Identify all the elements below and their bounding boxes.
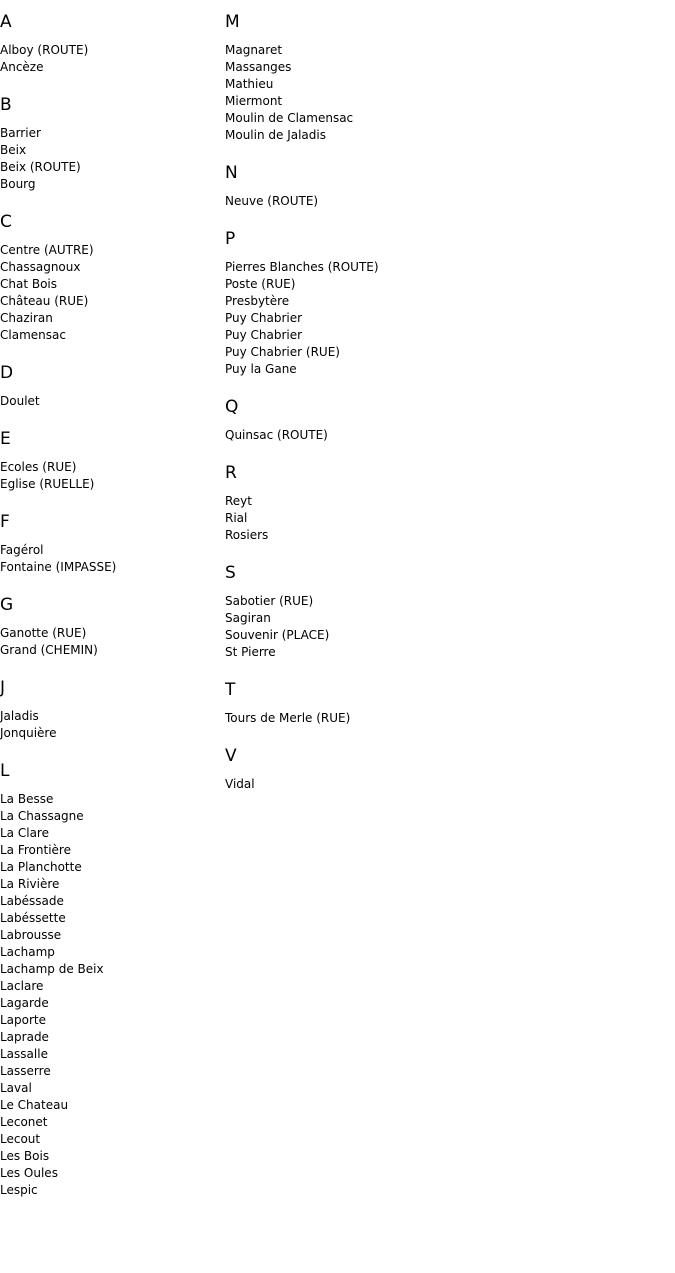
street-link[interactable]: La Rivière (0, 877, 60, 891)
list-item (225, 42, 665, 59)
street-link[interactable]: Puy la Gane (225, 362, 297, 376)
street-link[interactable]: Presbytère (225, 294, 290, 308)
street-link[interactable]: Puy Chabrier (225, 311, 303, 325)
street-list (0, 125, 225, 193)
list-item (0, 978, 225, 995)
street-link[interactable]: Moulin de Jaladis (225, 128, 326, 142)
list-item (0, 1114, 225, 1131)
street-link[interactable]: Quinsac (ROUTE) (225, 428, 328, 442)
list-item (0, 1080, 225, 1097)
list-item (225, 610, 665, 627)
letter-heading: N (225, 163, 238, 183)
list-item (0, 459, 225, 476)
letter-group-a (0, 12, 225, 76)
street-index-column-right (225, 0, 665, 812)
letter-heading: L (0, 761, 10, 781)
list-item (0, 893, 225, 910)
letter-heading: P (225, 229, 236, 249)
letter-group-l (0, 761, 225, 1199)
street-link[interactable]: Lespic (0, 1183, 38, 1197)
list-item (225, 493, 665, 510)
street-link[interactable]: Bourg (0, 177, 36, 191)
street-link[interactable]: Les Bois (0, 1149, 50, 1163)
street-link[interactable]: Souvenir (PLACE) (225, 628, 330, 642)
letter-group-c (0, 212, 225, 344)
street-link[interactable]: Magnaret (225, 43, 283, 57)
street-link[interactable]: Lassalle (0, 1047, 48, 1061)
list-item (0, 59, 225, 76)
street-list (225, 193, 665, 210)
list-item (0, 1097, 225, 1114)
letter-group-p (225, 229, 665, 378)
list-item (225, 627, 665, 644)
list-item (0, 310, 225, 327)
street-link[interactable]: Pierres Blanches (ROUTE) (225, 260, 379, 274)
street-link[interactable]: Chaziran (0, 311, 53, 325)
street-list (0, 708, 225, 742)
street-link[interactable]: Barrier (0, 126, 41, 140)
street-link[interactable]: Lecout (0, 1132, 41, 1146)
street-link[interactable]: Jonquière (0, 726, 57, 740)
letter-heading: B (0, 95, 12, 115)
street-link[interactable]: Fontaine (IMPASSE) (0, 560, 117, 574)
letter-heading: G (0, 595, 14, 615)
street-link[interactable]: Tours de Merle (RUE) (225, 711, 351, 725)
street-link[interactable]: Lachamp de Beix (0, 962, 104, 976)
letter-group-m (225, 12, 665, 144)
list-item (0, 791, 225, 808)
street-link[interactable]: La Frontière (0, 843, 71, 857)
list-item (0, 910, 225, 927)
list-item (0, 1046, 225, 1063)
list-item (0, 293, 225, 310)
street-link[interactable]: Centre (AUTRE) (0, 243, 94, 257)
street-link[interactable]: Moulin de Clamensac (225, 111, 354, 125)
letter-group-d (0, 363, 225, 410)
list-item (0, 927, 225, 944)
letter-group-n (225, 163, 665, 210)
letter-group-g (0, 595, 225, 659)
street-link[interactable]: Reyt (225, 494, 252, 508)
street-link[interactable]: Grand (CHEMIN) (0, 643, 98, 657)
letter-heading: Q (225, 397, 239, 417)
list-item (0, 995, 225, 1012)
list-item (225, 344, 665, 361)
street-list (0, 42, 225, 76)
list-item (0, 859, 225, 876)
letter-group-t (225, 680, 665, 727)
list-item (225, 310, 665, 327)
street-link[interactable]: Mathieu (225, 77, 274, 91)
letter-heading: E (0, 429, 11, 449)
list-item (0, 159, 225, 176)
list-item (0, 876, 225, 893)
letter-heading: A (0, 12, 12, 32)
letter-group-v (225, 746, 665, 793)
street-link[interactable]: Lasserre (0, 1064, 51, 1078)
list-item (225, 93, 665, 110)
street-link[interactable]: Rial (225, 511, 248, 525)
list-item (0, 559, 225, 576)
street-list (0, 542, 225, 576)
letter-heading: T (225, 680, 236, 700)
letter-group-j (0, 678, 225, 742)
street-list (0, 393, 225, 410)
street-link[interactable]: Beix (ROUTE) (0, 160, 81, 174)
list-item (225, 527, 665, 544)
list-item (0, 259, 225, 276)
street-link[interactable]: Les Oules (0, 1166, 58, 1180)
list-item (0, 961, 225, 978)
list-item (0, 725, 225, 742)
street-link[interactable]: Miermont (225, 94, 283, 108)
list-item (225, 293, 665, 310)
street-link[interactable]: Sabotier (RUE) (225, 594, 314, 608)
street-link[interactable]: Labéssade (0, 894, 64, 908)
letter-heading: C (0, 212, 12, 232)
street-link[interactable]: Massanges (225, 60, 292, 74)
street-list (225, 710, 665, 727)
street-link[interactable]: Alboy (ROUTE) (0, 43, 89, 57)
street-link[interactable]: Beix (0, 143, 27, 157)
list-item (225, 593, 665, 610)
list-item (0, 176, 225, 193)
street-link[interactable]: Clamensac (0, 328, 66, 342)
street-link[interactable]: Le Chateau (0, 1098, 69, 1112)
list-item (0, 642, 225, 659)
list-item (0, 808, 225, 825)
list-item (225, 510, 665, 527)
street-link[interactable]: Ecoles (RUE) (0, 460, 77, 474)
street-link[interactable]: Puy Chabrier (RUE) (225, 345, 340, 359)
street-link[interactable]: Vidal (225, 777, 255, 791)
letter-group-q (225, 397, 665, 444)
list-item (225, 193, 665, 210)
list-item (0, 1063, 225, 1080)
list-item (0, 1165, 225, 1182)
street-link[interactable]: Ganotte (RUE) (0, 626, 87, 640)
street-link[interactable]: St Pierre (225, 645, 276, 659)
street-link[interactable]: Laporte (0, 1013, 47, 1027)
list-item (0, 842, 225, 859)
street-link[interactable]: La Clare (0, 826, 49, 840)
list-item (225, 644, 665, 661)
street-link[interactable]: Rosiers (225, 528, 269, 542)
street-list (0, 625, 225, 659)
list-item (0, 125, 225, 142)
list-item (0, 944, 225, 961)
list-item (0, 242, 225, 259)
street-link[interactable]: Chat Bois (0, 277, 58, 291)
list-item (0, 625, 225, 642)
list-item (225, 76, 665, 93)
street-list (225, 42, 665, 144)
street-link[interactable]: Puy Chabrier (225, 328, 303, 342)
list-item (0, 708, 225, 725)
letter-heading: D (0, 363, 14, 383)
list-item (0, 476, 225, 493)
list-item (225, 259, 665, 276)
street-link[interactable]: La Planchotte (0, 860, 82, 874)
street-list (225, 427, 665, 444)
list-item (0, 1148, 225, 1165)
street-link[interactable]: Fagérol (0, 543, 44, 557)
letter-group-b (0, 95, 225, 193)
street-link[interactable]: Jaladis (0, 709, 39, 723)
list-item (225, 776, 665, 793)
street-list (0, 459, 225, 493)
list-item (0, 825, 225, 842)
street-link[interactable]: Doulet (0, 394, 40, 408)
street-list (225, 493, 665, 544)
list-item (225, 59, 665, 76)
letter-heading: V (225, 746, 237, 766)
street-link[interactable]: Lagarde (0, 996, 49, 1010)
list-item (0, 542, 225, 559)
street-link[interactable]: Laval (0, 1081, 32, 1095)
street-link[interactable]: Poste (RUE) (225, 277, 296, 291)
letter-group-s (225, 563, 665, 661)
list-item (225, 427, 665, 444)
list-item (0, 1182, 225, 1199)
street-link[interactable]: Ancèze (0, 60, 44, 74)
letter-group-r (225, 463, 665, 544)
street-link[interactable]: Laclare (0, 979, 44, 993)
street-link[interactable]: Château (RUE) (0, 294, 89, 308)
list-item (0, 1012, 225, 1029)
street-link[interactable]: La Besse (0, 792, 54, 806)
letter-heading: M (225, 12, 240, 32)
list-item (0, 142, 225, 159)
street-link[interactable]: Lachamp (0, 945, 55, 959)
list-item (0, 1131, 225, 1148)
list-item (0, 1029, 225, 1046)
street-link[interactable]: Laprade (0, 1030, 49, 1044)
list-item (0, 42, 225, 59)
letter-heading: S (225, 563, 236, 583)
street-link[interactable]: Chassagnoux (0, 260, 81, 274)
list-item (0, 393, 225, 410)
street-list (0, 791, 225, 1199)
street-link[interactable]: Eglise (RUELLE) (0, 477, 95, 491)
street-link[interactable]: Leconet (0, 1115, 48, 1129)
list-item (225, 276, 665, 293)
street-list (225, 776, 665, 793)
list-item (225, 710, 665, 727)
street-link[interactable]: La Chassagne (0, 809, 84, 823)
street-link[interactable]: Labéssette (0, 911, 66, 925)
street-link[interactable]: Labrousse (0, 928, 62, 942)
street-link[interactable]: Neuve (ROUTE) (225, 194, 319, 208)
letter-group-e (0, 429, 225, 493)
list-item (225, 127, 665, 144)
letter-group-f (0, 512, 225, 576)
list-item (0, 327, 225, 344)
street-index-column-left (0, 0, 225, 1218)
letter-heading: R (225, 463, 237, 483)
list-item (225, 327, 665, 344)
list-item (225, 110, 665, 127)
street-link[interactable]: Sagiran (225, 611, 271, 625)
street-list (225, 593, 665, 661)
list-item (0, 276, 225, 293)
letter-heading: F (0, 512, 10, 532)
street-list (0, 242, 225, 344)
street-list (225, 259, 665, 378)
letter-heading: J (0, 678, 6, 698)
list-item (225, 361, 665, 378)
